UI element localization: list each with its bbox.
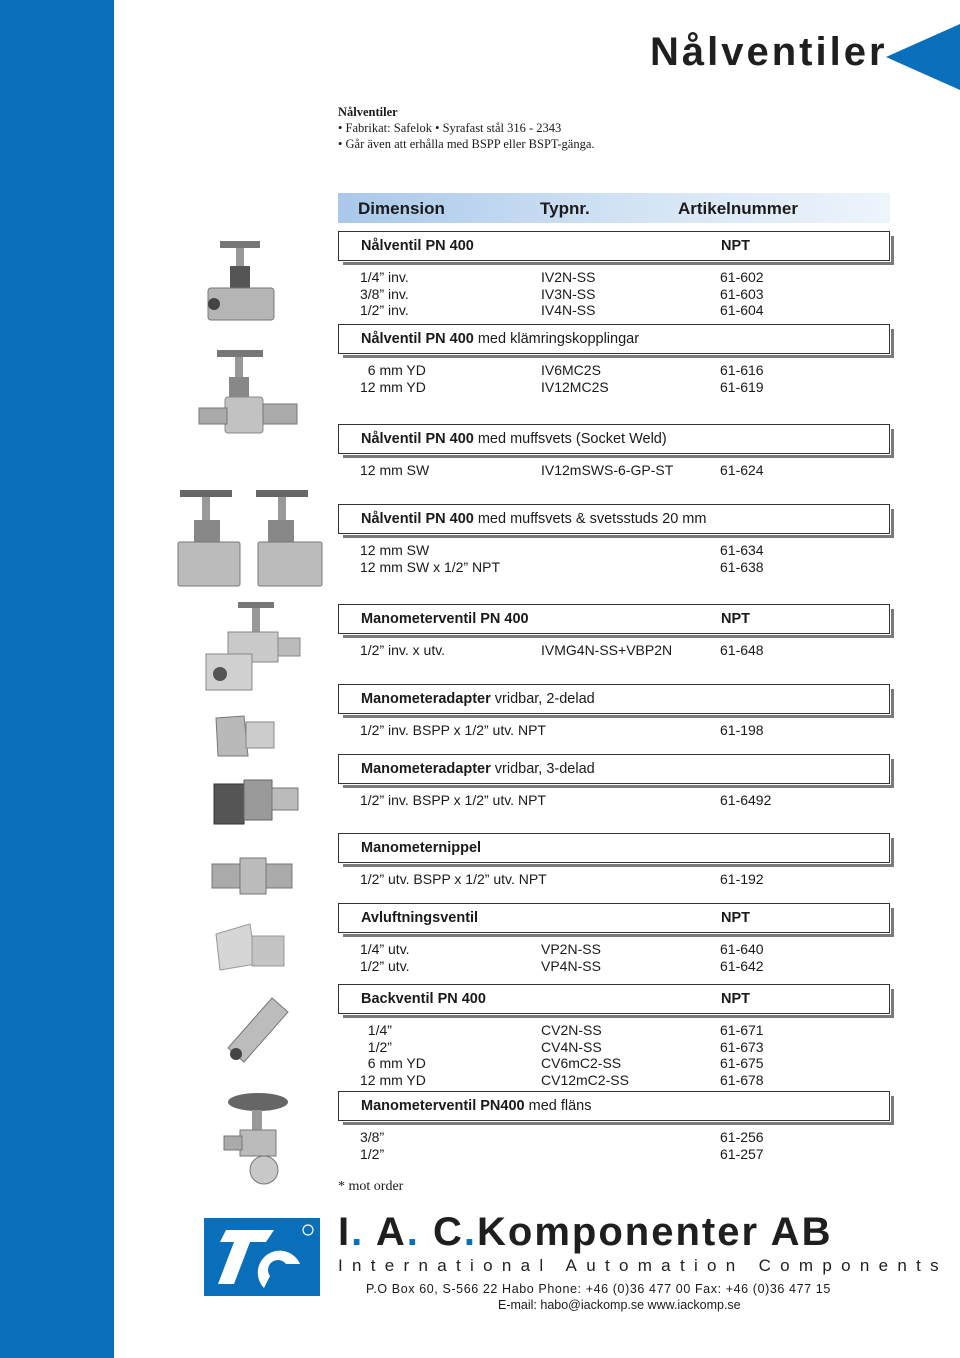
typnr-cell: CV12mC2-SS [541,1071,629,1088]
artikel-cell: 61-602 [720,269,764,285]
iac-logo [204,1218,320,1296]
title-arrow-icon [886,24,960,90]
column-artikel: Artikelnummer [678,199,798,218]
needle-valve-compression-image [195,344,315,440]
blue-side-bar [0,0,114,1358]
page-title: Nålventiler [650,30,888,74]
section-rows [360,941,860,974]
dimension-cell: 1/2” utv. BSPP x 1/2” utv. NPT [360,871,547,887]
section-header-4 [338,504,890,534]
dimension-cell: 6 mm YD [360,362,426,378]
section-rows [360,871,860,888]
dimension-cell: 1/2” inv. [360,302,409,318]
vent-valve-image [210,918,290,980]
section-rows [360,642,860,659]
check-valve-image [218,990,298,1070]
dimension-cell: 1/2” inv. BSPP x 1/2” utv. NPT [360,722,546,738]
dimension-cell: 1/2” inv. BSPP x 1/2” utv. NPT [360,792,546,808]
table-row [360,958,860,975]
artikel-cell: 61-604 [720,302,764,318]
artikel-cell: 61-257 [720,1145,764,1162]
section-rows [360,1022,860,1088]
table-row [360,1055,860,1072]
socket-weld-valves-image [172,484,332,594]
table-row [360,871,860,888]
dimension-cell: 1/2” [360,1145,385,1162]
section-title: Nålventil PN 400 med klämringskopplingar [361,331,640,347]
artikel-cell: 61-675 [720,1055,764,1071]
dimension-cell: 3/8” [360,1129,385,1145]
artikel-cell: 61-198 [720,722,764,738]
needle-valve-image [200,236,290,326]
table-row [360,1129,860,1146]
section-title: Manometernippel [361,840,482,856]
section-npt-label: NPT [721,991,750,1007]
section-rows [360,1129,860,1162]
section-header-10 [338,984,890,1014]
typnr-cell: IV12mSWS-6-GP-ST [541,462,674,478]
table-row [360,379,860,396]
section-title: Manometeradapter vridbar, 3-delad [361,761,595,777]
artikel-cell: 61-640 [720,941,764,957]
typnr-cell: VP2N-SS [541,941,601,957]
column-typnr: Typnr. [540,199,590,218]
section-title: Nålventil PN 400 [361,238,474,254]
column-header-bar [338,193,890,223]
section-header-5 [338,604,890,634]
artikel-cell: 61-616 [720,362,764,378]
table-row [360,462,860,479]
dimension-cell: 1/4” inv. [360,269,409,285]
dimension-cell: 1/2” [360,1038,392,1055]
table-row [360,1022,860,1039]
section-title: Manometeradapter vridbar, 2-delad [361,691,595,707]
gauge-nipple-image [208,852,296,900]
iac-logo-mark-icon [204,1218,320,1296]
artikel-cell: 61-671 [720,1022,764,1038]
table-row [360,559,860,576]
dimension-cell: 6 mm YD [360,1055,426,1071]
dimension-cell: 1/4” [360,1022,392,1038]
company-name: I. A. C.Komponenter AB [338,1210,833,1254]
company-tagline: International Automation Components [338,1256,948,1275]
gauge-valve-image [200,596,305,701]
section-rows [360,792,860,809]
section-rows [360,722,860,739]
column-dimension: Dimension [358,199,445,218]
dimension-cell: 12 mm YD [360,1071,426,1088]
typnr-cell: IV6MC2S [541,362,601,378]
dimension-cell: 3/8” inv. [360,285,409,302]
typnr-cell: CV4N-SS [541,1038,602,1055]
typnr-cell: CV2N-SS [541,1022,602,1038]
table-row [360,362,860,379]
table-row [360,792,860,809]
gauge-adapter-3-image [210,770,302,832]
artikel-cell: 61-603 [720,285,764,302]
section-title: Avluftningsventil [361,910,479,926]
section-npt-label: NPT [721,910,750,926]
section-title: Manometerventil PN 400 [361,611,529,627]
section-header-7 [338,754,890,784]
section-header-11 [338,1091,890,1121]
section-header-3 [338,424,890,454]
section-rows [360,269,860,319]
section-npt-label: NPT [721,238,750,254]
section-header-8 [338,833,890,863]
table-row [360,941,860,958]
dimension-cell: 1/2” inv. x utv. [360,642,446,658]
footnote: * mot order [338,1179,404,1194]
artikel-cell: 61-256 [720,1129,764,1145]
table-row [360,722,860,739]
table-row [360,286,860,303]
section-npt-label: NPT [721,611,750,627]
typnr-cell: IV4N-SS [541,302,596,318]
table-row [360,1072,860,1089]
section-header-6 [338,684,890,714]
artikel-cell: 61-678 [720,1071,764,1088]
table-row [360,1039,860,1056]
dimension-cell: 1/4” utv. [360,941,410,957]
table-row [360,1146,860,1163]
section-title: Nålventil PN 400 med muffsvets & svetsstuds 20 mm [361,511,707,527]
table-row [360,542,860,559]
artikel-cell: 61-634 [720,542,764,558]
gauge-adapter-2-image [210,710,280,762]
artikel-cell: 61-6492 [720,792,772,808]
typnr-cell: IV12MC2S [541,378,609,395]
artikel-cell: 61-624 [720,462,764,478]
table-row [360,642,860,659]
section-title: Nålventil PN 400 med muffsvets (Socket Weld) [361,431,667,447]
intro-line-2: • Går även att erhålla med BSPP eller BSPT-gänga. [338,137,595,151]
artikel-cell: 61-642 [720,957,764,974]
dimension-cell: 12 mm SW [360,462,430,478]
section-rows [360,362,860,395]
dimension-cell: 12 mm SW x 1/2” NPT [360,558,501,575]
intro-block [338,104,595,152]
typnr-cell: IVMG4N-SS+VBP2N [541,642,673,658]
typnr-cell: IV3N-SS [541,285,596,302]
artikel-cell: 61-648 [720,642,764,658]
artikel-cell: 61-192 [720,871,764,887]
artikel-cell: 61-619 [720,378,764,395]
typnr-cell: IV2N-SS [541,269,596,285]
flange-gauge-valve-image [212,1090,308,1190]
table-row [360,302,860,319]
company-web: E-mail: habo@iackomp.se www.iackomp.se [498,1298,741,1312]
intro-line-1: • Fabrikat: Safelok • Syrafast stål 316 - 2343 [338,121,562,135]
dimension-cell: 12 mm YD [360,378,426,395]
section-header-9 [338,903,890,933]
typnr-cell: CV6mC2-SS [541,1055,622,1071]
artikel-cell: 61-673 [720,1038,764,1055]
company-address: P.O Box 60, S-566 22 Habo Phone: +46 (0)36 477 00 Fax: +46 (0)36 477 15 [366,1282,831,1296]
section-header-2 [338,324,890,354]
dimension-cell: 12 mm SW [360,542,430,558]
typnr-cell: VP4N-SS [541,957,601,974]
table-row [360,269,860,286]
section-header-1 [338,231,890,261]
dimension-cell: 1/2” utv. [360,957,410,974]
artikel-cell: 61-638 [720,558,764,575]
section-title: Manometerventil PN400 med fläns [361,1098,592,1114]
section-title: Backventil PN 400 [361,991,486,1007]
intro-title: Nålventiler [338,105,398,119]
section-rows [360,462,860,479]
section-rows [360,542,860,575]
